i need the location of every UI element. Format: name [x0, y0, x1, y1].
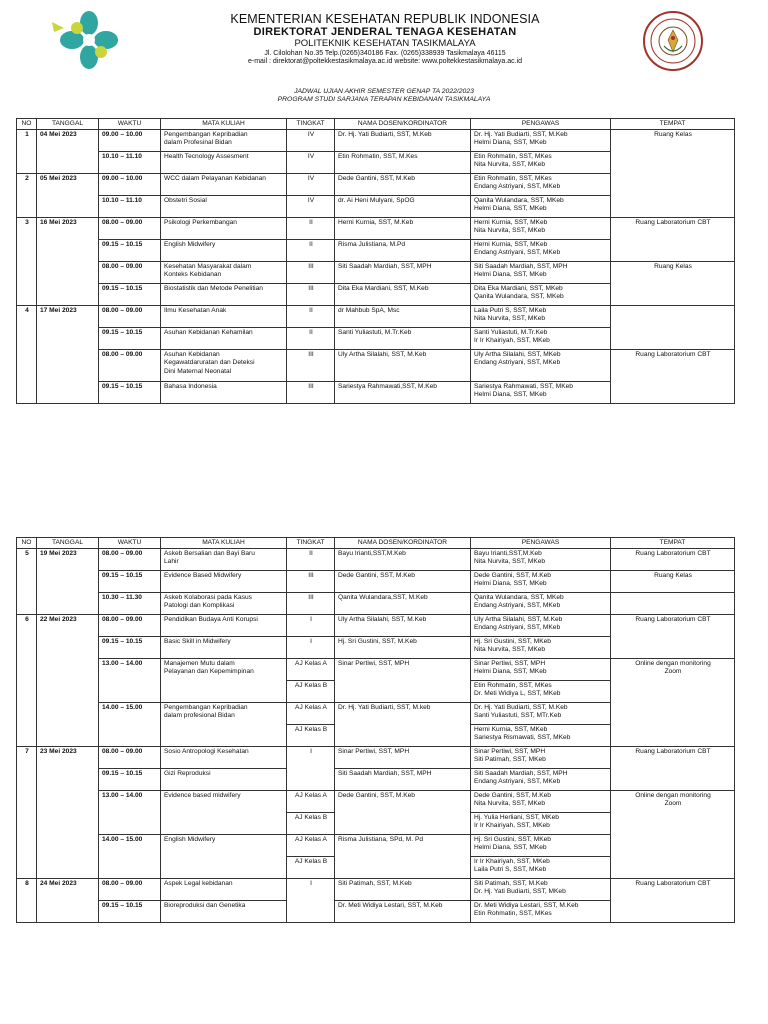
table-row — [17, 262, 735, 284]
cell-course: Aspek Legal kebidanan — [161, 879, 287, 901]
cell-time: 09.15 – 10.15 — [99, 328, 161, 350]
cell-lecturer: Santi Yuliastuti, M.Tr.Keb — [335, 328, 471, 350]
cell-date: 16 Mei 2023 — [37, 218, 99, 306]
cell-lecturer: Uly Artha Silalahi, SST, M.Keb — [335, 615, 471, 637]
cell-course: Asuhan Kebidanan Kehamilan — [161, 328, 287, 350]
cell-level: AJ Kelas A — [287, 835, 335, 857]
column-header-lecturer: NAMA DOSEN/KORDINATOR — [335, 538, 471, 549]
schedule-title — [0, 88, 768, 104]
cell-course: Askeb Kolaborasi pada Kasus Patologi dan Komplikasi — [161, 593, 287, 615]
cell-room: Ruang Laboratorium CBT — [611, 549, 735, 571]
column-header-time: WAKTU — [99, 119, 161, 130]
cell-level: IV — [287, 196, 335, 218]
cell-proctor: Ir Ir Khairiyah, SST, MKeb Laila Putri S, SST, MKeb — [471, 857, 611, 879]
column-header-no: NO — [17, 119, 37, 130]
cell-no: 1 — [17, 130, 37, 174]
cell-room: Ruang Laboratorium CBT — [611, 350, 735, 404]
cell-course: Ilmu Kesehatan Anak — [161, 306, 287, 328]
cell-level: III — [287, 593, 335, 615]
cell-room: Ruang Kelas — [611, 571, 735, 593]
cell-course: Kesehatan Masyarakat dalam Konteks Kebidanan — [161, 262, 287, 284]
column-header-proctor: PENGAWAS — [471, 119, 611, 130]
cell-time: 14.00 – 15.00 — [99, 703, 161, 747]
cell-time: 09.15 – 10.15 — [99, 382, 161, 404]
cell-no: 3 — [17, 218, 37, 306]
cell-course: Asuhan Kebidanan Kegawatdaruratan dan Deteksi Dini Maternal Neonatal — [161, 350, 287, 382]
cell-room — [611, 306, 735, 350]
cell-level: AJ Kelas B — [287, 681, 335, 703]
column-header-date: TANGGAL — [37, 119, 99, 130]
cell-level: I — [287, 879, 335, 923]
cell-level: I — [287, 637, 335, 659]
cell-lecturer: Dr. Meti Widiya Lestari, SST, M.Keb — [335, 901, 471, 923]
cell-course: Basic Skill in Midwifery — [161, 637, 287, 659]
cell-date: 17 Mei 2023 — [37, 306, 99, 404]
cell-time: 10.10 – 11.10 — [99, 196, 161, 218]
cell-level: AJ Kelas A — [287, 791, 335, 813]
cell-proctor: Herni Kurnia, SST, MKeb Sariestya Rismawati, SST, MKeb — [471, 725, 611, 747]
cell-lecturer: Dede Gantini, SST, M.Keb — [335, 174, 471, 196]
cell-level: AJ Kelas B — [287, 813, 335, 835]
cell-proctor: Uly Artha Silalahi, SST, MKeb Endang Astriyani, SST, MKeb — [471, 350, 611, 382]
cell-time: 09.15 – 10.15 — [99, 637, 161, 659]
cell-room: Online dengan monitoring Zoom — [611, 659, 735, 747]
cell-level: IV — [287, 130, 335, 152]
column-header-room: TEMPAT — [611, 119, 735, 130]
cell-proctor: Sinar Pertiwi, SST, MPH Siti Patimah, SST, MKeb — [471, 747, 611, 769]
cell-level: III — [287, 284, 335, 306]
column-header-room: TEMPAT — [611, 538, 735, 549]
cell-proctor: Dr. Meti Widiya Lestari, SST, M.Keb Etin Rohmatin, SST, MKes — [471, 901, 611, 923]
directorate-name: DIREKTORAT JENDERAL TENAGA KESEHATAN — [253, 26, 517, 39]
cell-time: 13.00 – 14.00 — [99, 659, 161, 703]
cell-proctor: Siti Saadah Mardiah, SST, MPH Endang Astriyani, SST, MKeb — [471, 769, 611, 791]
cell-lecturer: Dede Gantini, SST, M.Keb — [335, 791, 471, 835]
cell-room — [611, 593, 735, 615]
institution-name: POLITEKNIK KESEHATAN TASIKMALAYA — [294, 38, 476, 50]
cell-proctor: Dr. Hj. Yati Budiarti, SST, M.Keb Santi Yuliastuti, SST, MTr.Keb — [471, 703, 611, 725]
cell-course: English Midwifery — [161, 835, 287, 879]
cell-date: 24 Mei 2023 — [37, 879, 99, 923]
cell-lecturer: Dede Gantini, SST, M.Keb — [335, 571, 471, 593]
cell-proctor: Santi Yuliastuti, M.Tr.Keb Ir Ir Khairiyah, SST, MKeb — [471, 328, 611, 350]
cell-time: 09.15 – 10.15 — [99, 240, 161, 262]
cell-time: 09.00 – 10.00 — [99, 174, 161, 196]
cell-time: 10.10 – 11.10 — [99, 152, 161, 174]
cell-lecturer: Siti Saadah Mardiah, SST, MPH — [335, 262, 471, 284]
table-row — [17, 879, 735, 901]
cell-date: 04 Mei 2023 — [37, 130, 99, 174]
column-header-proctor: PENGAWAS — [471, 538, 611, 549]
cell-date: 23 Mei 2023 — [37, 747, 99, 879]
cell-proctor: Dita Eka Mardiani, SST, MKeb Qanita Wulandara, SST, MKeb — [471, 284, 611, 306]
cell-no: 6 — [17, 615, 37, 747]
column-header-date: TANGGAL — [37, 538, 99, 549]
cell-proctor: Qanita Wulandara, SST, MKeb Helmi Diana, SST, MKeb — [471, 196, 611, 218]
cell-proctor: Laila Putri S, SST, MKeb Nita Nurvita, SST, MKeb — [471, 306, 611, 328]
cell-proctor: Siti Patimah, SST, M.Keb Dr. Hj. Yati Budiarti, SST, MKeb — [471, 879, 611, 901]
cell-no: 7 — [17, 747, 37, 879]
cell-time: 09.15 – 10.15 — [99, 284, 161, 306]
cell-no: 4 — [17, 306, 37, 404]
cell-level: III — [287, 350, 335, 382]
cell-course: Manajemen Mutu dalam Pelayanan dan Kepemimpinan — [161, 659, 287, 703]
cell-time: 08.00 – 09.00 — [99, 747, 161, 769]
cell-lecturer: Dita Eka Mardiani, SST, M.Keb — [335, 284, 471, 306]
column-header-time: WAKTU — [99, 538, 161, 549]
cell-proctor: Herni Kurnia, SST, MKeb Endang Astriyani, SST, MKeb — [471, 240, 611, 262]
cell-course: Askeb Bersalian dan Bayi Baru Lahir — [161, 549, 287, 571]
cell-time: 08.00 – 09.00 — [99, 549, 161, 571]
cell-time: 09.15 – 10.15 — [99, 571, 161, 593]
cell-lecturer: Qanita Wulandara,SST, M.Keb — [335, 593, 471, 615]
cell-date: 05 Mei 2023 — [37, 174, 99, 218]
cell-course: Pendidikan Budaya Anti Korupsi — [161, 615, 287, 637]
cell-proctor: Herni Kurnia, SST, MKeb Nita Nurvita, SST, MKeb — [471, 218, 611, 240]
cell-time: 08.00 – 09.00 — [99, 615, 161, 637]
cell-time: 08.00 – 09.00 — [99, 262, 161, 284]
cell-room: Ruang Laboratorium CBT — [611, 218, 735, 262]
cell-course: Evidence based midwifery — [161, 791, 287, 835]
cell-no: 5 — [17, 549, 37, 615]
cell-level: III — [287, 382, 335, 404]
cell-course: Bioreproduksi dan Genetika — [161, 901, 287, 923]
cell-level: II — [287, 306, 335, 328]
cell-course: Pengembangan Kepribadian dalam profesional Bidan — [161, 703, 287, 747]
contact-line: e-mail : direktorat@poltekkestasikmalaya.ac.id website: www.poltekkestasikmalaya.ac.id — [248, 57, 522, 65]
column-header-level: TINGKAT — [287, 119, 335, 130]
cell-time: 08.00 – 09.00 — [99, 879, 161, 901]
cell-level: II — [287, 240, 335, 262]
table-row — [17, 791, 735, 813]
cell-level: IV — [287, 152, 335, 174]
cell-lecturer: dr Mahbub SpA, Msc — [335, 306, 471, 328]
cell-proctor: Sariestya Rahmawati, SST, MKeb Helmi Diana, SST, MKeb — [471, 382, 611, 404]
cell-lecturer: Siti Patimah, SST, M.Keb — [335, 879, 471, 901]
table-row — [17, 615, 735, 637]
cell-lecturer: Uly Artha Silalahi, SST, M.Keb — [335, 350, 471, 382]
cell-time: 09.15 – 10.15 — [99, 901, 161, 923]
poltekkes-seal-icon — [642, 10, 704, 72]
cell-time: 08.00 – 09.00 — [99, 350, 161, 382]
cell-lecturer: Dr. Hj. Yati Budiarti, SST, M.Keb — [335, 130, 471, 152]
table-row — [17, 659, 735, 681]
cell-lecturer: Risma Julistiana, SPd, M. Pd — [335, 835, 471, 879]
cell-level: III — [287, 262, 335, 284]
cell-lecturer: Sinar Pertiwi, SST, MPH — [335, 659, 471, 703]
cell-proctor: Dede Gantini, SST, M.Keb Helmi Diana, SST, MKeb — [471, 571, 611, 593]
column-header-no: NO — [17, 538, 37, 549]
address-line: Jl. Cilolohan No.35 Telp.(0265)340186 Fax. (0265)338939 Tasikmalaya 46115 — [264, 49, 506, 57]
table-header-row — [17, 119, 735, 130]
cell-course: Evidence Based Midwifery — [161, 571, 287, 593]
cell-proctor: Hj. Sri Gustini, SST, MKeb Nita Nurvita, SST, MKeb — [471, 637, 611, 659]
cell-lecturer: Herni Kurnia, SST, M.Keb — [335, 218, 471, 240]
kemenkes-logo-icon — [48, 8, 130, 72]
table-header-row — [17, 538, 735, 549]
cell-proctor: Etin Rohmatin, SST, MKes Dr. Meti Widiya L, SST, MKeb — [471, 681, 611, 703]
cell-room: Ruang Kelas — [611, 262, 735, 306]
cell-proctor: Hj. Yulia Herliani, SST, MKeb Ir Ir Khairiyah, SST, MKeb — [471, 813, 611, 835]
cell-lecturer: Siti Saadah Mardiah, SST, MPH — [335, 769, 471, 791]
cell-level: I — [287, 747, 335, 791]
cell-level: IV — [287, 174, 335, 196]
cell-level: II — [287, 218, 335, 240]
cell-lecturer: Risma Julistiana, M.Pd — [335, 240, 471, 262]
cell-proctor: Dede Gantini, SST, M.Keb Nita Nurvita, SST, MKeb — [471, 791, 611, 813]
cell-course: Biostatistik dan Metode Penelitian — [161, 284, 287, 306]
table-row — [17, 130, 735, 152]
cell-course: English Midwifery — [161, 240, 287, 262]
cell-room: Online dengan monitoring Zoom — [611, 791, 735, 879]
cell-time: 09.15 – 10.15 — [99, 769, 161, 791]
table-row — [17, 218, 735, 240]
cell-time: 09.00 – 10.00 — [99, 130, 161, 152]
cell-proctor: Uly Artha Silalahi, SST, M.Keb Endang Astriyani, SST, MKeb — [471, 615, 611, 637]
cell-proctor: Sinar Pertiwi, SST, MPH Helmi Diana, SST, MKeb — [471, 659, 611, 681]
cell-proctor: Siti Saadah Mardiah, SST, MPH Helmi Diana, SST, MKeb — [471, 262, 611, 284]
cell-level: II — [287, 328, 335, 350]
cell-level: II — [287, 549, 335, 571]
table-row — [17, 593, 735, 615]
cell-no: 2 — [17, 174, 37, 218]
cell-date: 19 Mei 2023 — [37, 549, 99, 615]
table-row — [17, 350, 735, 382]
table-row — [17, 306, 735, 328]
schedule-title-line2: PROGRAM STUDI SARJANA TERAPAN KEBIDANAN TASIKMALAYA — [277, 96, 491, 104]
cell-course: WCC dalam Pelayanan Kebidanan — [161, 174, 287, 196]
cell-room: Ruang Laboratorium CBT — [611, 879, 735, 923]
cell-course: Obstetri Sosial — [161, 196, 287, 218]
cell-time: 14.00 – 15.00 — [99, 835, 161, 879]
column-header-course: MATA KULIAH — [161, 119, 287, 130]
cell-proctor: Bayu Irianti,SST,M.Keb Nita Nurvita, SST, MKeb — [471, 549, 611, 571]
cell-course: Gizi Reproduksi — [161, 769, 287, 791]
cell-room: Ruang Laboratorium CBT — [611, 615, 735, 659]
column-header-lecturer: NAMA DOSEN/KORDINATOR — [335, 119, 471, 130]
cell-course: Sosio Antropologi Kesehatan — [161, 747, 287, 769]
cell-proctor: Etin Rohmatin, SST, MKes Endang Astriyani, SST, MKeb — [471, 174, 611, 196]
cell-lecturer: dr. Ai Heni Mulyani, SpOG — [335, 196, 471, 218]
cell-course: Psikologi Perkembangan — [161, 218, 287, 240]
table-row — [17, 549, 735, 571]
cell-level: III — [287, 571, 335, 593]
cell-room: Ruang Laboratorium CBT — [611, 747, 735, 791]
cell-proctor: Hj. Sri Gustini, SST, MKeb Helmi Diana, SST, MKeb — [471, 835, 611, 857]
cell-level: AJ Kelas A — [287, 703, 335, 725]
cell-course: Bahasa Indonesia — [161, 382, 287, 404]
column-header-course: MATA KULIAH — [161, 538, 287, 549]
cell-level: I — [287, 615, 335, 637]
cell-lecturer: Bayu Irianti,SST,M.Keb — [335, 549, 471, 571]
cell-lecturer: Sinar Pertiwi, SST, MPH — [335, 747, 471, 769]
ministry-name: KEMENTERIAN KESEHATAN REPUBLIK INDONESIA — [230, 12, 540, 26]
cell-lecturer: Etin Rohmatin, SST, M.Kes — [335, 152, 471, 174]
cell-lecturer: Hj. Sri Gustini, SST, M.Keb — [335, 637, 471, 659]
table-row — [17, 571, 735, 593]
cell-proctor: Qanita Wulandara, SST, MKeb Endang Astriyani, SST, MKeb — [471, 593, 611, 615]
cell-date: 22 Mei 2023 — [37, 615, 99, 747]
cell-time: 08.00 – 09.00 — [99, 218, 161, 240]
cell-lecturer: Dr. Hj. Yati Budiarti, SST, M.keb — [335, 703, 471, 747]
cell-course: Health Tecnology Assesment — [161, 152, 287, 174]
column-header-level: TINGKAT — [287, 538, 335, 549]
cell-lecturer: Sariestya Rahmawati,SST, M.Keb — [335, 382, 471, 404]
cell-level: AJ Kelas B — [287, 857, 335, 879]
cell-no: 8 — [17, 879, 37, 923]
letterhead — [150, 12, 620, 66]
table-row — [17, 747, 735, 769]
cell-proctor: Dr. Hj. Yati Budiarti, SST, M.Keb Helmi Diana, SST, MKeb — [471, 130, 611, 152]
cell-level: AJ Kelas A — [287, 659, 335, 681]
cell-time: 10.30 – 11.30 — [99, 593, 161, 615]
cell-time: 13.00 – 14.00 — [99, 791, 161, 835]
schedule-table-1 — [16, 118, 735, 404]
cell-time: 08.00 – 09.00 — [99, 306, 161, 328]
cell-proctor: Etin Rohmatin, SST, MKes Nita Nurvita, SST, MKeb — [471, 152, 611, 174]
schedule-title-line1: JADWAL UJIAN AKHIR SEMESTER GENAP TA 2022/2023 — [294, 88, 474, 95]
cell-level: AJ Kelas B — [287, 725, 335, 747]
schedule-table-2 — [16, 537, 735, 923]
cell-course: Pengembangan Kepribadian dalam Profesinal Bidan — [161, 130, 287, 152]
cell-room: Ruang Kelas — [611, 130, 735, 218]
